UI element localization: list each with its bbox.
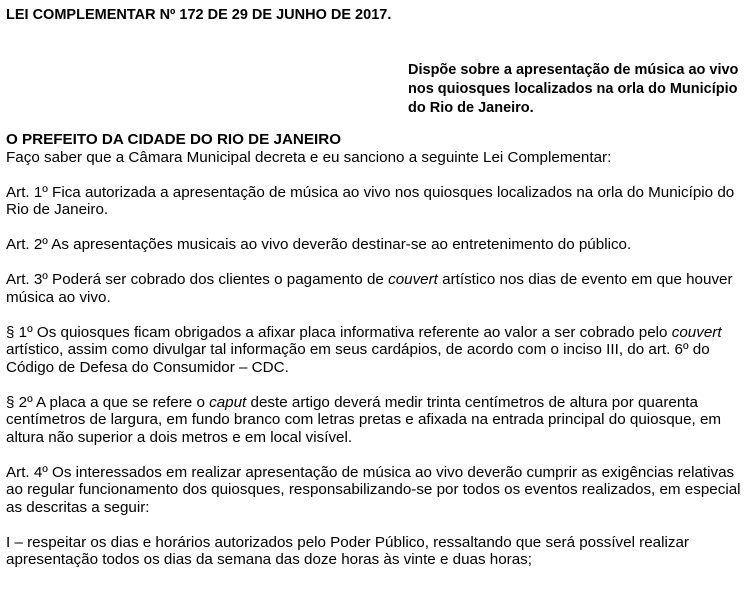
prefeito-heading: O PREFEITO DA CIDADE DO RIO DE JANEIRO [6,131,342,148]
paragraph-1-text-after: artístico, assim como divulgar tal informação em seus cardápios, de acordo com o inciso III, do art. 6º do Código de Defesa do Consumidor – CDC. [6,341,710,376]
paragraph-2 [6,394,744,447]
paragraph-1-text-before: § 1º Os quiosques ficam obrigados a afixar placa informativa referente ao valor a ser cobrado pelo [6,323,672,341]
paragraph-2-italic-term: caput [209,393,247,411]
paragraph-2-text-after: deste artigo deverá medir trinta centímetros de altura por quarenta centímetros de largura, em fundo branco com letras pretas e afixada na entrada principal do quiosque, em altura não superior a dois metros e em local visível. [6,393,722,446]
ementa: Dispõe sobre a apresentação de música ao vivo nos quiosques localizados na orla do Município do Rio de Janeiro. [408,62,739,116]
article-3-text-after: artístico nos dias de evento em que houver música ao vivo. [6,271,733,306]
article-3 [6,271,744,306]
preamble: Faço saber que a Câmara Municipal decreta e eu sanciono a seguinte Lei Complementar: [6,148,612,166]
law-title: LEI COMPLEMENTAR Nº 172 DE 29 DE JUNHO DE 2017. [6,7,392,23]
law-body [6,131,744,569]
article-3-italic-term: couvert [388,271,438,288]
article-2: Art. 2º As apresentações musicais ao vivo deverão destinar-se ao entretenimento do público. [6,236,632,253]
paragraph-1 [6,324,744,377]
article-1: Art. 1º Fica autorizada a apresentação de música ao vivo nos quiosques localizados na orla do Município do Rio de Janeiro. [6,183,735,218]
inciso-1: I – respeitar os dias e horários autorizados pelo Poder Público, ressaltando que será possível realizar apresentação todos os dias da semana das doze horas às vinte e duas horas; [6,533,689,568]
paragraph-2-text-before: § 2º A placa a que se refere o [6,393,210,411]
article-3-text-before: Art. 3º Poderá ser cobrado dos clientes o pagamento de [6,271,389,288]
paragraph-1-italic-term: couvert [671,323,722,341]
article-4: Art. 4º Os interessados em realizar apresentação de música ao vivo deverão cumprir as exigências relativas ao regular funcionamento dos quiosques, responsabilizando-se por todos os eventos realizados, em especial as descritas a seguir: [6,463,741,516]
